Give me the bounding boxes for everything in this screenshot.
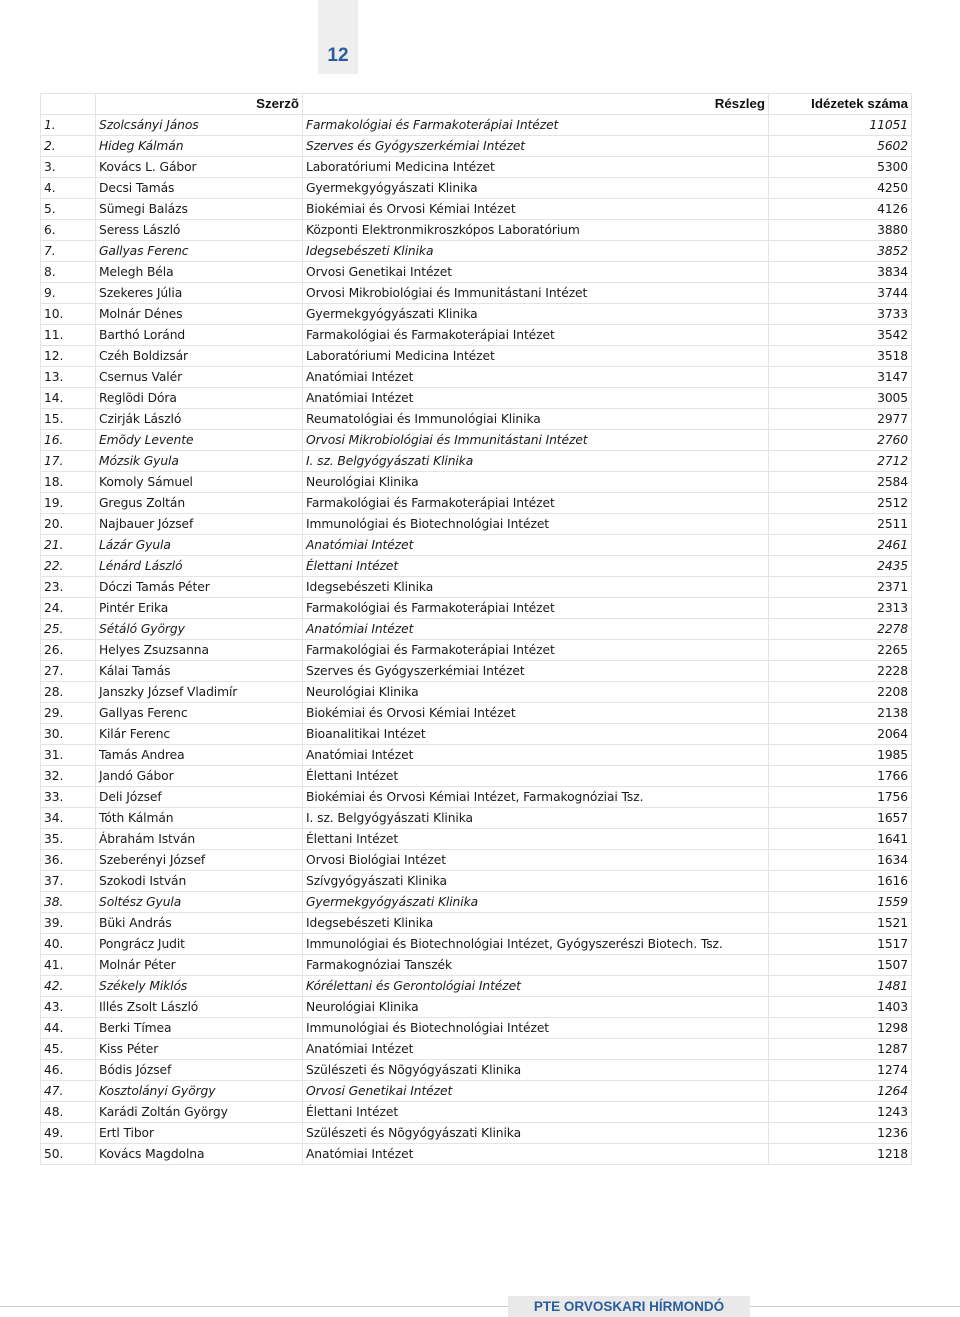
cell-citations: 4250 xyxy=(769,178,912,199)
cell-rank: 38. xyxy=(41,892,96,913)
cell-author: Pongrácz Judit xyxy=(96,934,303,955)
cell-author: Lázár Gyula xyxy=(96,535,303,556)
cell-unit: Anatómiai Intézet xyxy=(303,535,769,556)
cell-citations: 1756 xyxy=(769,787,912,808)
table-row xyxy=(41,367,912,388)
cell-author: Janszky József Vladimír xyxy=(96,682,303,703)
table-row xyxy=(41,115,912,136)
table-row xyxy=(41,1123,912,1144)
cell-rank: 10. xyxy=(41,304,96,325)
table-row xyxy=(41,136,912,157)
cell-unit: Immunológiai és Biotechnológiai Intézet xyxy=(303,1018,769,1039)
cell-rank: 9. xyxy=(41,283,96,304)
cell-author: Emõdy Levente xyxy=(96,430,303,451)
cell-rank: 8. xyxy=(41,262,96,283)
cell-rank: 43. xyxy=(41,997,96,1018)
cell-unit: Szülészeti és Nõgyógyászati Klinika xyxy=(303,1123,769,1144)
cell-unit: Szülészeti és Nõgyógyászati Klinika xyxy=(303,1060,769,1081)
cell-author: Berki Tímea xyxy=(96,1018,303,1039)
cell-unit: Immunológiai és Biotechnológiai Intézet, Gyógyszerészi Biotech. Tsz. xyxy=(303,934,769,955)
cell-author: Komoly Sámuel xyxy=(96,472,303,493)
cell-rank: 4. xyxy=(41,178,96,199)
cell-unit: I. sz. Belgyógyászati Klinika xyxy=(303,451,769,472)
cell-citations: 3147 xyxy=(769,367,912,388)
cell-unit: Biokémiai és Orvosi Kémiai Intézet xyxy=(303,199,769,220)
cell-citations: 1507 xyxy=(769,955,912,976)
cell-citations: 1766 xyxy=(769,766,912,787)
cell-author: Kosztolányi György xyxy=(96,1081,303,1102)
cell-author: Ábrahám István xyxy=(96,829,303,850)
cell-rank: 37. xyxy=(41,871,96,892)
table-row xyxy=(41,955,912,976)
table-row xyxy=(41,346,912,367)
cell-citations: 1218 xyxy=(769,1144,912,1165)
cell-citations: 1985 xyxy=(769,745,912,766)
cell-rank: 12. xyxy=(41,346,96,367)
header-rank xyxy=(41,94,96,115)
cell-author: Székely Miklós xyxy=(96,976,303,997)
table-row xyxy=(41,619,912,640)
cell-rank: 17. xyxy=(41,451,96,472)
table-body xyxy=(41,115,912,1165)
cell-unit: Reumatológiai és Immunológiai Klinika xyxy=(303,409,769,430)
cell-author: Kovács L. Gábor xyxy=(96,157,303,178)
cell-author: Melegh Béla xyxy=(96,262,303,283)
cell-unit: Biokémiai és Orvosi Kémiai Intézet, Farmakognóziai Tsz. xyxy=(303,787,769,808)
cell-rank: 41. xyxy=(41,955,96,976)
cell-unit: Farmakológiai és Farmakoterápiai Intézet xyxy=(303,598,769,619)
cell-citations: 1274 xyxy=(769,1060,912,1081)
table-row xyxy=(41,388,912,409)
cell-author: Karádi Zoltán György xyxy=(96,1102,303,1123)
cell-unit: Központi Elektronmikroszkópos Laboratórium xyxy=(303,220,769,241)
cell-author: Dóczi Tamás Péter xyxy=(96,577,303,598)
table-row xyxy=(41,892,912,913)
table-row xyxy=(41,409,912,430)
cell-rank: 29. xyxy=(41,703,96,724)
cell-unit: Gyermekgyógyászati Klinika xyxy=(303,892,769,913)
page-number: 12 xyxy=(327,45,349,66)
cell-author: Kovács Magdolna xyxy=(96,1144,303,1165)
table-row xyxy=(41,766,912,787)
cell-rank: 3. xyxy=(41,157,96,178)
cell-citations: 2977 xyxy=(769,409,912,430)
cell-citations: 1657 xyxy=(769,808,912,829)
cell-author: Seress László xyxy=(96,220,303,241)
cell-citations: 3518 xyxy=(769,346,912,367)
cell-rank: 2. xyxy=(41,136,96,157)
cell-author: Tóth Kálmán xyxy=(96,808,303,829)
cell-author: Szekeres Júlia xyxy=(96,283,303,304)
cell-author: Gregus Zoltán xyxy=(96,493,303,514)
cell-author: Barthó Loránd xyxy=(96,325,303,346)
table-row xyxy=(41,724,912,745)
cell-rank: 16. xyxy=(41,430,96,451)
cell-citations: 1521 xyxy=(769,913,912,934)
cell-rank: 46. xyxy=(41,1060,96,1081)
footer-rule xyxy=(0,1306,960,1307)
cell-author: Gallyas Ferenc xyxy=(96,703,303,724)
cell-rank: 1. xyxy=(41,115,96,136)
cell-citations: 3005 xyxy=(769,388,912,409)
cell-citations: 2064 xyxy=(769,724,912,745)
cell-author: Kilár Ferenc xyxy=(96,724,303,745)
cell-author: Najbauer József xyxy=(96,514,303,535)
cell-unit: Szerves és Gyógyszerkémiai Intézet xyxy=(303,136,769,157)
cell-author: Pintér Erika xyxy=(96,598,303,619)
cell-rank: 34. xyxy=(41,808,96,829)
table-row xyxy=(41,283,912,304)
cell-rank: 45. xyxy=(41,1039,96,1060)
cell-unit: Kórélettani és Gerontológiai Intézet xyxy=(303,976,769,997)
cell-unit: Orvosi Biológiai Intézet xyxy=(303,850,769,871)
cell-unit: Neurológiai Klinika xyxy=(303,997,769,1018)
table-row xyxy=(41,829,912,850)
cell-rank: 49. xyxy=(41,1123,96,1144)
page-number-tab xyxy=(318,0,358,74)
table-row xyxy=(41,472,912,493)
footer xyxy=(0,1296,960,1317)
header-citations: Idézetek száma xyxy=(769,94,912,115)
table-row xyxy=(41,1060,912,1081)
cell-rank: 32. xyxy=(41,766,96,787)
cell-rank: 48. xyxy=(41,1102,96,1123)
cell-author: Helyes Zsuzsanna xyxy=(96,640,303,661)
table-row xyxy=(41,682,912,703)
cell-citations: 2511 xyxy=(769,514,912,535)
cell-citations: 1298 xyxy=(769,1018,912,1039)
cell-author: Bódis József xyxy=(96,1060,303,1081)
cell-unit: Farmakológiai és Farmakoterápiai Intézet xyxy=(303,640,769,661)
cell-citations: 2461 xyxy=(769,535,912,556)
table-row xyxy=(41,1039,912,1060)
cell-citations: 1264 xyxy=(769,1081,912,1102)
cell-rank: 21. xyxy=(41,535,96,556)
cell-rank: 50. xyxy=(41,1144,96,1165)
cell-author: Csernus Valér xyxy=(96,367,303,388)
table-row xyxy=(41,262,912,283)
cell-citations: 1634 xyxy=(769,850,912,871)
cell-unit: Neurológiai Klinika xyxy=(303,472,769,493)
cell-citations: 4126 xyxy=(769,199,912,220)
cell-rank: 13. xyxy=(41,367,96,388)
cell-author: Jandó Gábor xyxy=(96,766,303,787)
table-row xyxy=(41,598,912,619)
cell-unit: Orvosi Genetikai Intézet xyxy=(303,262,769,283)
cell-unit: Orvosi Mikrobiológiai és Immunitástani Intézet xyxy=(303,430,769,451)
cell-citations: 3880 xyxy=(769,220,912,241)
cell-author: Illés Zsolt László xyxy=(96,997,303,1018)
cell-unit: Anatómiai Intézet xyxy=(303,1144,769,1165)
cell-citations: 2712 xyxy=(769,451,912,472)
cell-rank: 26. xyxy=(41,640,96,661)
cell-citations: 2584 xyxy=(769,472,912,493)
citation-ranking-table xyxy=(40,93,912,1165)
cell-unit: Anatómiai Intézet xyxy=(303,619,769,640)
cell-rank: 33. xyxy=(41,787,96,808)
cell-citations: 2512 xyxy=(769,493,912,514)
cell-rank: 15. xyxy=(41,409,96,430)
cell-citations: 2278 xyxy=(769,619,912,640)
footer-publication-name: PTE ORVOSKARI HÍRMONDÓ xyxy=(508,1296,750,1317)
cell-citations: 1559 xyxy=(769,892,912,913)
table-row xyxy=(41,451,912,472)
cell-unit: Bioanalitikai Intézet xyxy=(303,724,769,745)
cell-author: Szeberényi József xyxy=(96,850,303,871)
cell-unit: Anatómiai Intézet xyxy=(303,745,769,766)
cell-rank: 39. xyxy=(41,913,96,934)
cell-rank: 44. xyxy=(41,1018,96,1039)
cell-citations: 2760 xyxy=(769,430,912,451)
table-row xyxy=(41,1144,912,1165)
table-row xyxy=(41,1018,912,1039)
cell-author: Decsi Tamás xyxy=(96,178,303,199)
cell-author: Büki András xyxy=(96,913,303,934)
cell-unit: Anatómiai Intézet xyxy=(303,388,769,409)
cell-unit: Farmakológiai és Farmakoterápiai Intézet xyxy=(303,493,769,514)
cell-citations: 3744 xyxy=(769,283,912,304)
cell-unit: Laboratóriumi Medicina Intézet xyxy=(303,346,769,367)
cell-author: Mózsik Gyula xyxy=(96,451,303,472)
cell-unit: Farmakológiai és Farmakoterápiai Intézet xyxy=(303,115,769,136)
cell-unit: Anatómiai Intézet xyxy=(303,367,769,388)
table-row xyxy=(41,1102,912,1123)
cell-author: Czéh Boldizsár xyxy=(96,346,303,367)
table-header-row xyxy=(41,94,912,115)
cell-rank: 14. xyxy=(41,388,96,409)
cell-citations: 2435 xyxy=(769,556,912,577)
cell-rank: 27. xyxy=(41,661,96,682)
table-row xyxy=(41,304,912,325)
cell-unit: Neurológiai Klinika xyxy=(303,682,769,703)
cell-unit: I. sz. Belgyógyászati Klinika xyxy=(303,808,769,829)
cell-citations: 11051 xyxy=(769,115,912,136)
cell-author: Tamás Andrea xyxy=(96,745,303,766)
table-row xyxy=(41,178,912,199)
cell-unit: Anatómiai Intézet xyxy=(303,1039,769,1060)
cell-rank: 7. xyxy=(41,241,96,262)
cell-rank: 11. xyxy=(41,325,96,346)
cell-unit: Gyermekgyógyászati Klinika xyxy=(303,304,769,325)
cell-author: Hideg Kálmán xyxy=(96,136,303,157)
cell-citations: 2371 xyxy=(769,577,912,598)
cell-author: Sümegi Balázs xyxy=(96,199,303,220)
cell-rank: 24. xyxy=(41,598,96,619)
cell-author: Sétáló György xyxy=(96,619,303,640)
table-row xyxy=(41,577,912,598)
cell-author: Molnár Péter xyxy=(96,955,303,976)
table-row xyxy=(41,514,912,535)
cell-rank: 40. xyxy=(41,934,96,955)
cell-unit: Élettani Intézet xyxy=(303,829,769,850)
table-row xyxy=(41,850,912,871)
cell-rank: 22. xyxy=(41,556,96,577)
table-row xyxy=(41,493,912,514)
cell-citations: 1236 xyxy=(769,1123,912,1144)
cell-rank: 23. xyxy=(41,577,96,598)
cell-citations: 5602 xyxy=(769,136,912,157)
cell-author: Kiss Péter xyxy=(96,1039,303,1060)
cell-author: Kálai Tamás xyxy=(96,661,303,682)
cell-citations: 2313 xyxy=(769,598,912,619)
table-row xyxy=(41,997,912,1018)
cell-author: Reglõdi Dóra xyxy=(96,388,303,409)
table-row xyxy=(41,787,912,808)
cell-citations: 2138 xyxy=(769,703,912,724)
table-row xyxy=(41,1081,912,1102)
table-row xyxy=(41,430,912,451)
header-author: Szerzõ xyxy=(96,94,303,115)
cell-unit: Élettani Intézet xyxy=(303,1102,769,1123)
table-row xyxy=(41,640,912,661)
cell-rank: 18. xyxy=(41,472,96,493)
cell-author: Czirják László xyxy=(96,409,303,430)
cell-author: Molnár Dénes xyxy=(96,304,303,325)
cell-citations: 2228 xyxy=(769,661,912,682)
cell-unit: Élettani Intézet xyxy=(303,766,769,787)
table-row xyxy=(41,661,912,682)
cell-citations: 3852 xyxy=(769,241,912,262)
cell-author: Deli József xyxy=(96,787,303,808)
cell-citations: 1481 xyxy=(769,976,912,997)
cell-citations: 2265 xyxy=(769,640,912,661)
cell-citations: 1641 xyxy=(769,829,912,850)
cell-citations: 1616 xyxy=(769,871,912,892)
table-row xyxy=(41,241,912,262)
cell-rank: 20. xyxy=(41,514,96,535)
cell-unit: Orvosi Genetikai Intézet xyxy=(303,1081,769,1102)
table-row xyxy=(41,703,912,724)
cell-citations: 3542 xyxy=(769,325,912,346)
cell-unit: Szerves és Gyógyszerkémiai Intézet xyxy=(303,661,769,682)
table-row xyxy=(41,199,912,220)
cell-citations: 3733 xyxy=(769,304,912,325)
table-row xyxy=(41,934,912,955)
cell-unit: Idegsebészeti Klinika xyxy=(303,913,769,934)
cell-citations: 2208 xyxy=(769,682,912,703)
cell-author: Szolcsányi János xyxy=(96,115,303,136)
cell-unit: Idegsebészeti Klinika xyxy=(303,577,769,598)
table-row xyxy=(41,745,912,766)
cell-citations: 1403 xyxy=(769,997,912,1018)
cell-author: Gallyas Ferenc xyxy=(96,241,303,262)
table-row xyxy=(41,976,912,997)
table-row xyxy=(41,325,912,346)
cell-citations: 1287 xyxy=(769,1039,912,1060)
cell-citations: 1517 xyxy=(769,934,912,955)
cell-unit: Biokémiai és Orvosi Kémiai Intézet xyxy=(303,703,769,724)
cell-unit: Idegsebészeti Klinika xyxy=(303,241,769,262)
cell-unit: Élettani Intézet xyxy=(303,556,769,577)
cell-author: Ertl Tibor xyxy=(96,1123,303,1144)
cell-citations: 1243 xyxy=(769,1102,912,1123)
cell-author: Soltész Gyula xyxy=(96,892,303,913)
table-row xyxy=(41,871,912,892)
table-row xyxy=(41,556,912,577)
cell-rank: 36. xyxy=(41,850,96,871)
cell-rank: 30. xyxy=(41,724,96,745)
cell-author: Lénárd László xyxy=(96,556,303,577)
cell-unit: Szívgyógyászati Klinika xyxy=(303,871,769,892)
cell-unit: Farmakológiai és Farmakoterápiai Intézet xyxy=(303,325,769,346)
cell-citations: 5300 xyxy=(769,157,912,178)
table-row xyxy=(41,220,912,241)
cell-unit: Laboratóriumi Medicina Intézet xyxy=(303,157,769,178)
cell-rank: 19. xyxy=(41,493,96,514)
cell-rank: 47. xyxy=(41,1081,96,1102)
cell-rank: 5. xyxy=(41,199,96,220)
table-row xyxy=(41,535,912,556)
cell-unit: Farmakognóziai Tanszék xyxy=(303,955,769,976)
cell-rank: 42. xyxy=(41,976,96,997)
header-unit: Részleg xyxy=(303,94,769,115)
cell-author: Szokodi István xyxy=(96,871,303,892)
cell-rank: 31. xyxy=(41,745,96,766)
cell-rank: 6. xyxy=(41,220,96,241)
cell-rank: 28. xyxy=(41,682,96,703)
cell-unit: Immunológiai és Biotechnológiai Intézet xyxy=(303,514,769,535)
table-row xyxy=(41,808,912,829)
cell-citations: 3834 xyxy=(769,262,912,283)
cell-unit: Orvosi Mikrobiológiai és Immunitástani Intézet xyxy=(303,283,769,304)
cell-unit: Gyermekgyógyászati Klinika xyxy=(303,178,769,199)
table-row xyxy=(41,157,912,178)
cell-rank: 25. xyxy=(41,619,96,640)
cell-rank: 35. xyxy=(41,829,96,850)
table-row xyxy=(41,913,912,934)
